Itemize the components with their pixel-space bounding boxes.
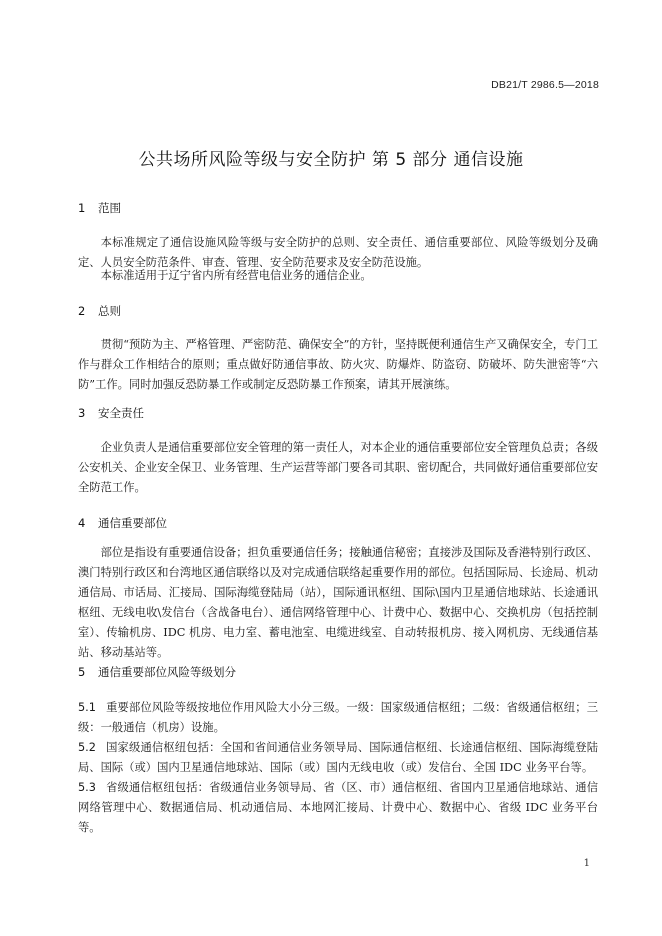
paragraph: 企业负责人是通信重要部位安全管理的第一责任人，对本企业的通信重要部位安全管理负总责；各级公安机关、企业安全保卫、业务管理、生产运营等部门要各司其职、密切配合，共同做好通信重要部位安全防范工作。 — [78, 441, 598, 494]
document-title: 公共场所风险等级与安全防护 第 5 部分 通信设施 — [138, 150, 524, 170]
section-number: 5 — [78, 665, 86, 679]
clause-5-1 — [78, 698, 598, 738]
clause-number: 5.3 — [78, 781, 96, 794]
section-title: 总则 — [98, 304, 121, 318]
section-number: 4 — [78, 516, 86, 530]
paragraph: 贯彻“预防为主、严格管理、严密防范、确保安全”的方针，坚持既便利通信生产又确保安全，专门工作与群众工作相结合的原则；重点做好防通信事故、防火灾、防爆炸、防盗窃、防破坏、防失泄密等“六防”工作。同时加强反恐防暴工作或制定反恐防暴工作预案，请其开展演练。 — [78, 338, 598, 391]
paragraph: 本标准适用于辽宁省内所有经营电信业务的通信企业。 — [100, 269, 372, 282]
section-heading-key-sites — [78, 515, 167, 531]
clause-5-2 — [78, 738, 598, 778]
clause-number: 5.1 — [78, 701, 96, 714]
section-title: 安全责任 — [98, 406, 144, 420]
paragraph: 部位是指设有重要通信设备；担负重要通信任务；接触通信秘密；直接涉及国际及香港特别行政区、澳门特别行政区和台湾地区通信联络以及对完成通信联络起重要作用的部位。包括国际局、长途局、机动通信局、市话局、汇接局、国际海缆登陆局（站），国际通讯枢纽、国际\国内卫星通信地球站、长途通讯枢纽、无线电收\发信台（含战备电台）、通信网络管理中心、计费中心、数据中心、交换机房（包括控制室）、传输机房、IDC 机房、电力室、蓄电池室、电缆进线室、自动转报机房、接入网机房、无线通信基站、移动基站等。 — [78, 546, 598, 659]
clause-5-3 — [78, 778, 598, 838]
section-heading-responsibility — [78, 405, 144, 421]
page-number: 1 — [583, 858, 590, 869]
section-number: 2 — [78, 304, 86, 318]
section-heading-general — [78, 303, 121, 319]
section-number: 3 — [78, 406, 86, 420]
paragraph: 本标准规定了通信设施风险等级与安全防护的总则、安全责任、通信重要部位、风险等级划分及确定、人员安全防范条件、审查、管理、安全防范要求及安全防范设施。 — [78, 236, 598, 269]
clause-number: 5.2 — [78, 741, 96, 754]
section-title: 通信重要部位风险等级划分 — [98, 665, 236, 679]
clause-text: 重要部位风险等级按地位作用风险大小分三级。一级：国家级通信枢纽；二级：省级通信枢纽；三级：一般通信（机房）设施。 — [78, 701, 598, 734]
section-heading-scope — [78, 200, 121, 216]
section-number: 1 — [78, 201, 86, 215]
clause-text: 国家级通信枢纽包括：全国和省间通信业务领导局、国际通信枢纽、长途通信枢纽、国际海缆登陆局、国际（或）国内卫星通信地球站、国际（或）国内无线电收（或）发信台、全国 IDC 业务平台等。 — [78, 741, 598, 774]
standard-code: DB21/T 2986.5—2018 — [491, 79, 599, 91]
section-heading-risk-levels — [78, 664, 236, 680]
section-title: 范围 — [98, 201, 121, 215]
section-title: 通信重要部位 — [98, 516, 167, 530]
clause-text: 省级通信枢纽包括：省级通信业务领导局、省（区、市）通信枢纽、省国内卫星通信地球站、通信网络管理中心、数据通信局、机动通信局、本地网汇接局、计费中心、数据中心、省级 IDC 业务平台等。 — [78, 781, 598, 834]
